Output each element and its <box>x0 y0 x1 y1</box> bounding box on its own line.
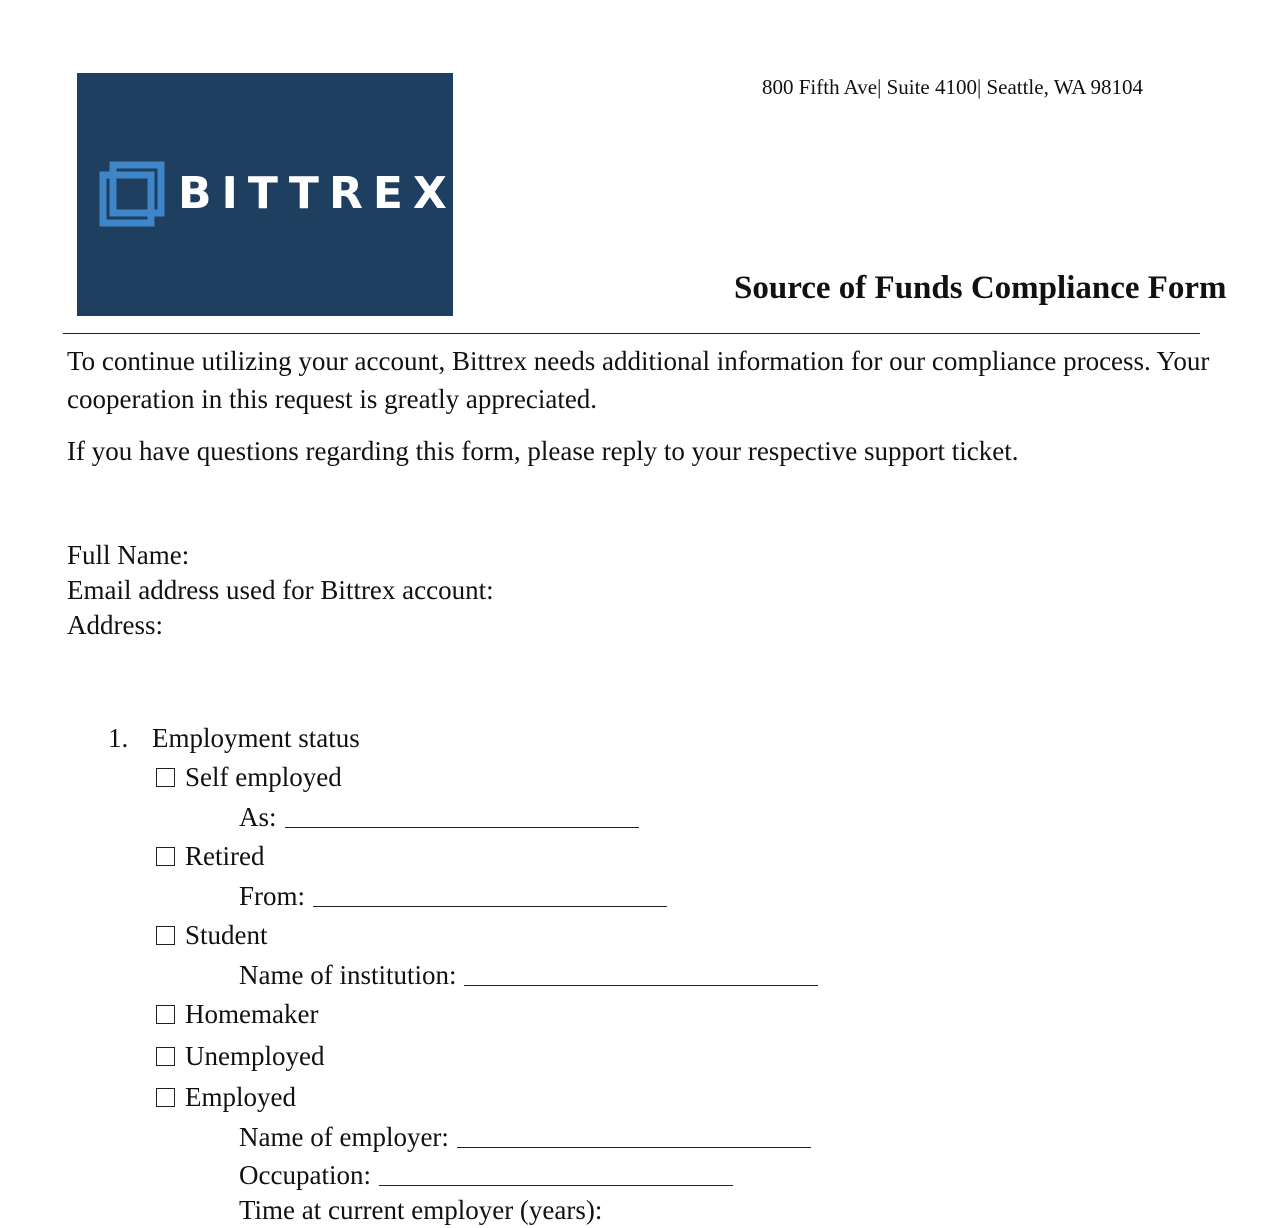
option-student[interactable] <box>153 917 268 953</box>
email-label: Email address used for Bittrex account: <box>67 575 494 605</box>
option-label: Employed <box>185 1082 296 1112</box>
institution-field <box>239 957 818 993</box>
blank-line[interactable] <box>285 827 639 828</box>
option-employed[interactable] <box>153 1079 296 1115</box>
support-note: If you have questions regarding this form, please reply to your respective support ticket. <box>67 436 1019 466</box>
address-label: Address: <box>67 610 163 640</box>
checkbox[interactable] <box>156 1088 175 1107</box>
option-homemaker[interactable] <box>153 996 318 1032</box>
employer-field <box>239 1119 811 1155</box>
option-label: Student <box>185 920 268 950</box>
option-label: Homemaker <box>185 999 319 1029</box>
blank-line[interactable] <box>379 1185 733 1186</box>
option-label: Unemployed <box>185 1041 325 1071</box>
field-label: Name of employer: <box>239 1122 449 1152</box>
bittrex-logo <box>77 73 457 316</box>
field-label: Time at current employer (years): <box>239 1195 603 1225</box>
field-label: From: <box>239 881 306 911</box>
company-address: 800 Fifth Ave| Suite 4100| Seattle, WA 98104 <box>762 75 1143 99</box>
form-title: Source of Funds Compliance Form <box>734 270 1227 306</box>
field-label: As: <box>239 802 277 832</box>
retired-from-field <box>239 878 667 914</box>
option-self-employed[interactable] <box>153 759 342 795</box>
option-label: Retired <box>185 841 265 871</box>
brand-name: BITTREX <box>178 168 457 219</box>
full-name-label: Full Name: <box>67 540 190 570</box>
occupation-field <box>239 1157 733 1193</box>
blank-line[interactable] <box>313 906 667 907</box>
checkbox[interactable] <box>156 847 175 866</box>
question-title: Employment status <box>152 723 360 753</box>
self-employed-as-field <box>239 799 639 835</box>
checkbox[interactable] <box>156 926 175 945</box>
intro-paragraph: To continue utilizing your account, Bittrex needs additional information for our compliance process. Your cooperation in this request is greatly appreciated. <box>67 346 1210 414</box>
time-at-employer-field <box>239 1192 602 1228</box>
option-retired[interactable] <box>153 838 264 874</box>
checkbox[interactable] <box>156 768 175 787</box>
field-label: Occupation: <box>239 1160 371 1190</box>
blank-line[interactable] <box>457 1147 811 1148</box>
field-label: Name of institution: <box>239 960 457 990</box>
option-unemployed[interactable] <box>153 1038 324 1074</box>
header-divider <box>63 333 1200 334</box>
checkbox[interactable] <box>156 1005 175 1024</box>
question-number: 1. <box>108 723 129 753</box>
checkbox[interactable] <box>156 1047 175 1066</box>
option-label: Self employed <box>185 762 342 792</box>
blank-line[interactable] <box>464 985 818 986</box>
